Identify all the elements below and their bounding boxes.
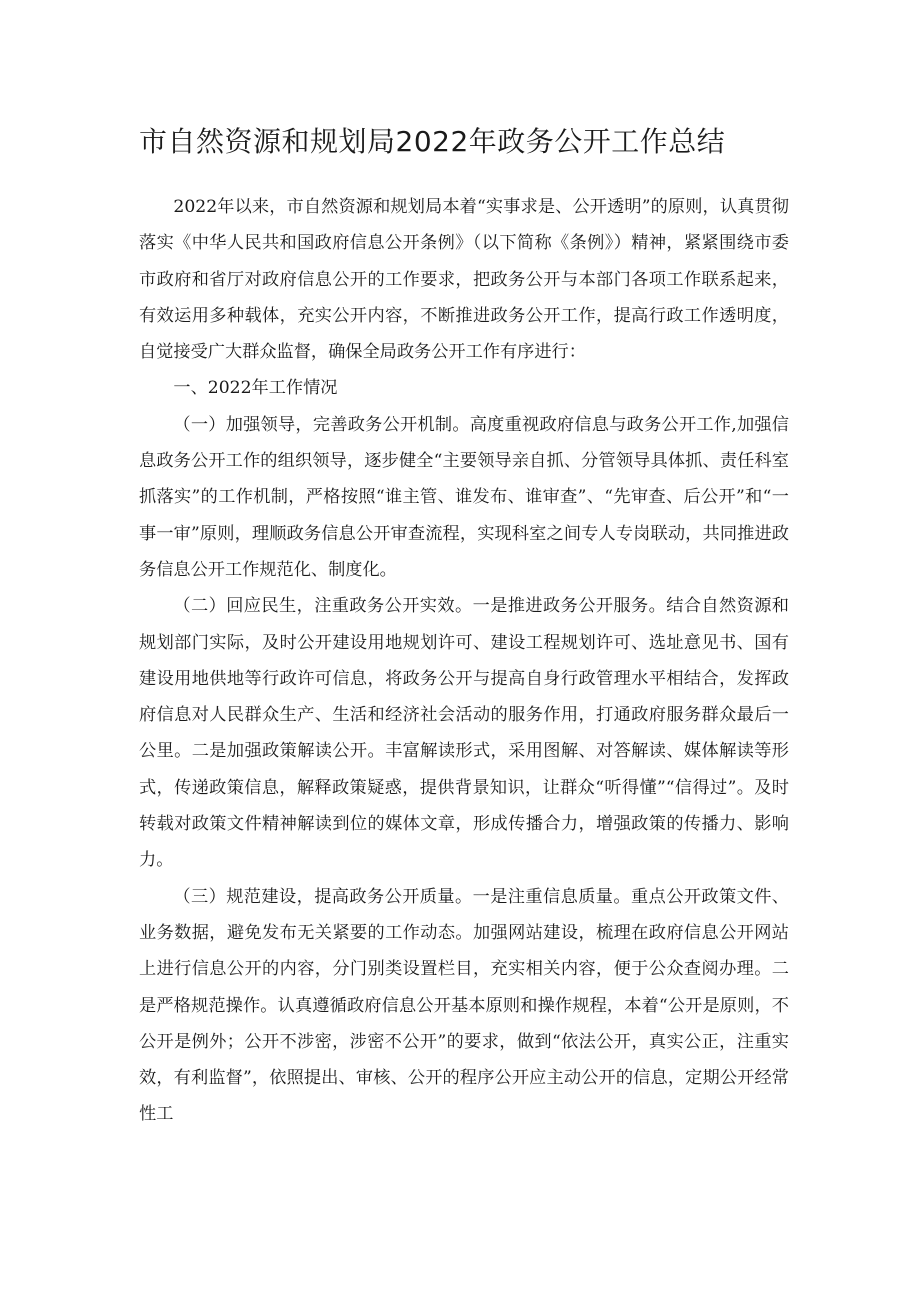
intro-paragraph: 2022年以来，市自然资源和规划局本着“实事求是、公开透明”的原则，认真贯彻落实《中华人民共和国政府信息公开条例》（以下简称《条例》）精神，紧紧围绕市委市政府和省厅对政府信息公开的工作要求，把政务公开与本部门各项工作联系起来，有效运用多种载体，充实公开内容，不断推进政务公开工作，提高行政工作透明度，自觉接受广大群众监督，确保全局政务公开工作有序进行： [139, 197, 789, 363]
section-paragraph-3: （三）规范建设，提高政务公开质量。一是注重信息质量。重点公开政策文件、业务数据，避免发布无关紧要的工作动态。加强网站建设，梳理在政府信息公开网站上进行信息公开的内容，分门别类设置栏目，充实相关内容，便于公众查阅办理。二是严格规范操作。认真遵循政府信息公开基本原则和操作规程，本着“公开是原则，不公开是例外；公开不涉密，涉密不公开”的要求，做到“依法公开，真实公正，注重实效，有利监督”，依照提出、审核、公开的程序公开应主动公开的信息，定期公开经常性工 [139, 886, 789, 1125]
document-body [139, 189, 789, 1133]
section-heading: 一、2022年工作情况 [173, 378, 338, 399]
section-paragraph-2: （二）回应民生，注重政务公开实效。一是推进政务公开服务。结合自然资源和规划部门实际，及时公开建设用地规划许可、建设工程规划许可、选址意见书、国有建设用地供地等行政许可信息，将政务公开与提高自身行政管理水平相结合，发挥政府信息对人民群众生产、生活和经济社会活动的服务作用，打通政府服务群众最后一公里。二是加强政策解读公开。丰富解读形式，采用图解、对答解读、媒体解读等形式，传递政策信息，解释政策疑惑，提供背景知识，让群众“听得懂”“信得过”。及时转载对政策文件精神解读到位的媒体文章，形成传播合力，增强政策的传播力、影响力。 [139, 596, 789, 871]
section-paragraph-1: （一）加强领导，完善政务公开机制。高度重视政府信息与政务公开工作,加强信息政务公开工作的组织领导，逐步健全“主要领导亲自抓、分管领导具体抓、责任科室抓落实”的工作机制，严格按照“谁主管、谁发布、谁审查”、“先审查、后公开”和“一事一审”原则，理顺政务信息公开审查流程，实现科室之间专人专岗联动，共同推进政务信息公开工作规范化、制度化。 [139, 414, 789, 580]
document-title: 市自然资源和规划局2022年政务公开工作总结 [139, 125, 726, 158]
